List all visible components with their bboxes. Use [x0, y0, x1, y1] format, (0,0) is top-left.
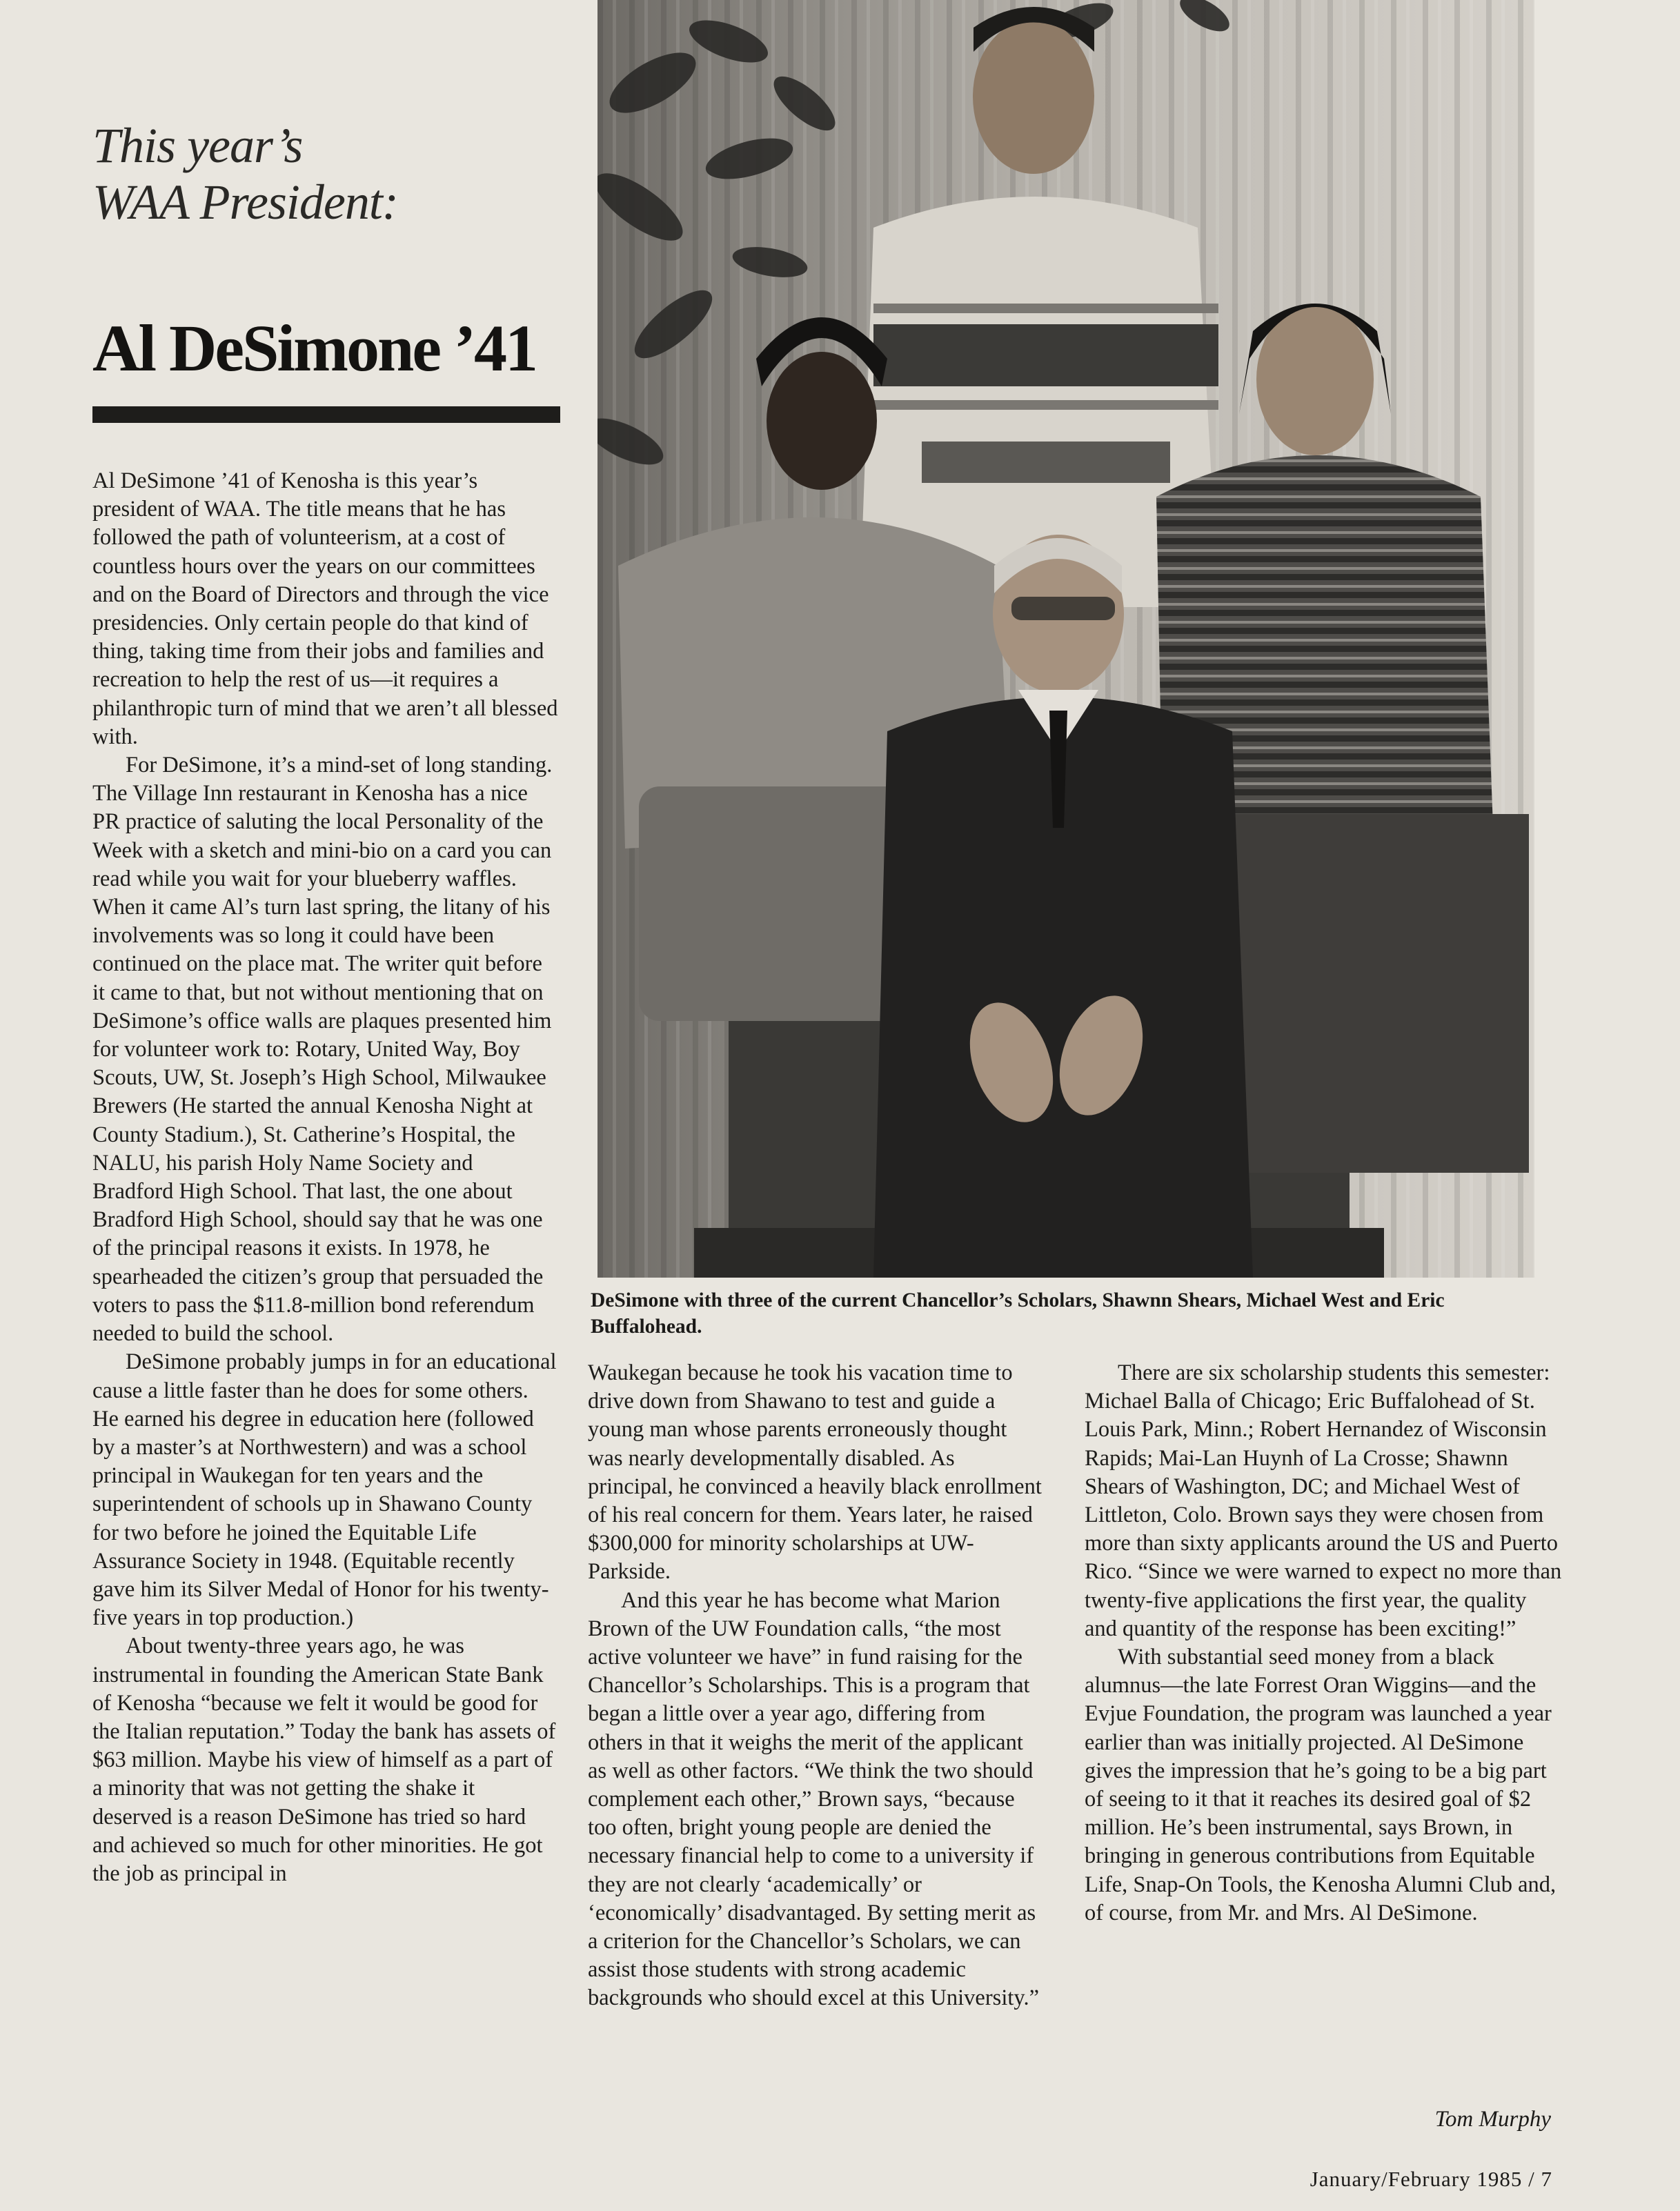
article-column-1	[92, 467, 559, 1888]
paragraph: And this year he has become what Marion Brown of the UW Foundation calls, “the most active volunteer we have” in fund raising for the Chancellor’s Scholarships. This is a program that began a little over a year ago, differing from others in that it weighs the merit of the applicant as well as other factors. “We think the two should complement each other,” Brown says, “because too often, bright young people are denied the necessary financial help to come to a university if they are not clearly ‘academically’ or ‘economically’ disadvantaged. By setting merit as a criterion for the Chancellor’s Scholars, we can assist those students with strong academic backgrounds who should excel at this University.”	[588, 1587, 1040, 2011]
kicker	[92, 117, 479, 230]
byline: Tom Murphy	[1434, 2107, 1551, 2132]
kicker-line-2: WAA President:	[92, 175, 398, 230]
paragraph: Waukegan because he took his vacation time to drive down from Shawano to test and guide a young man whose parents erroneously thought was nearly developmentally disabled. As principal, he convinced a heavily black enrollment of his real concern for them. Years later, he raised $300,000 for minority scholarships at UW-Parkside.	[588, 1360, 1042, 1585]
page-folio: January/February 1985 / 7	[1310, 2167, 1552, 2191]
paragraph: Al DeSimone ’41 of Kenosha is this year’s president of WAA. The title means that he has followed the path of volunteerism, at a cost of countless hours over the years on our committees and on the Board of Directors and through the vice presidencies. Only certain people do that kind of thing, taking time from their jobs and families and recreation to help the rest of us—it requires a philanthropic turn of mind that we aren’t all blessed with.	[92, 468, 558, 749]
group-photo-illustration	[597, 0, 1534, 1278]
paragraph: About twenty-three years ago, he was instrumental in founding the American State Bank of Kenosha “because we felt it would be good for the Italian reputation.” Today the bank has assets of $63 million. Maybe his view of himself as a part of a minority that was not getting the shake it deserved is a reason DeSimone has tried so hard and achieved so much for other minorities. He got the job as principal in	[92, 1634, 556, 1886]
photo-caption: DeSimone with three of the current Chancellor’s Scholars, Shawnn Shears, Michael West and Eric Buffalohead.	[591, 1289, 1445, 1338]
headline-rule	[92, 406, 560, 423]
headline: Al DeSimone ’41	[92, 311, 536, 385]
paragraph: For DeSimone, it’s a mind-set of long standing. The Village Inn restaurant in Kenosha has a nice PR practice of saluting the local Personality of the Week with a sketch and mini-bio on a card you can read while you wait for your blueberry waffles. When it came Al’s turn last spring, the litany of his involvements was so long it could have been continued on the place mat. The writer quit before it came to that, but not without mentioning that on DeSimone’s office walls are plaques presented him for volunteer work to: Rotary, United Way, Boy Scouts, UW, St. Joseph’s High School, Milwaukee Brewers (He started the annual Kenosha Night at County Stadium.), St. Catherine’s Hospital, the NALU, his parish Holy Name Society and Bradford High School. That last, the one about Bradford High School, should say that he was one of the principal reasons it exists. In 1978, he spearheaded the citizen’s group that persuaded the voters to pass the $11.8-million bond referendum needed to build the school.	[92, 753, 553, 1347]
paragraph: There are six scholarship students this semester: Michael Balla of Chicago; Eric Buffalohead of St. Louis Park, Minn.; Robert Hernandez of Wisconsin Rapids; Mai-Lan Huynh of La Crosse; Shawnn Shears of Washington, DC; and Michael West of Littleton, Colo. Brown says they were chosen from more than sixty applicants around the US and Puerto Rico. “Since we were warned to expect no more than twenty-five applications the first year, the quality and quantity of the response has been exciting!”	[1085, 1360, 1562, 1641]
kicker-line-1: This year’s	[92, 118, 303, 173]
article-column-2	[588, 1359, 1043, 2013]
group-photo	[597, 0, 1534, 1278]
article-column-3	[1085, 1359, 1562, 1927]
paragraph: With substantial seed money from a black alumnus—the late Forrest Oran Wiggins—and the Evjue Foundation, the program was launched a year earlier than was initially projected. Al DeSimone gives the impression that he’s going to be a big part of seeing to it that it reaches its desired goal of $2 million. He’s been instrumental, says Brown, in bringing in generous contributions from Equitable Life, Snap-On Tools, the Kenosha Alumni Club and, of course, from Mr. and Mrs. Al DeSimone.	[1085, 1645, 1557, 1925]
paragraph: DeSimone probably jumps in for an educational cause a little faster than he does for some others. He earned his degree in education here (followed by a master’s at Northwestern) and was a school principal in Waukegan for ten years and the superintendent of schools up in Shawano County for two before he joined the Equitable Life Assurance Society in 1948. (Equitable recently gave him its Silver Medal of Honor for his twenty-five years in top production.)	[92, 1349, 557, 1631]
